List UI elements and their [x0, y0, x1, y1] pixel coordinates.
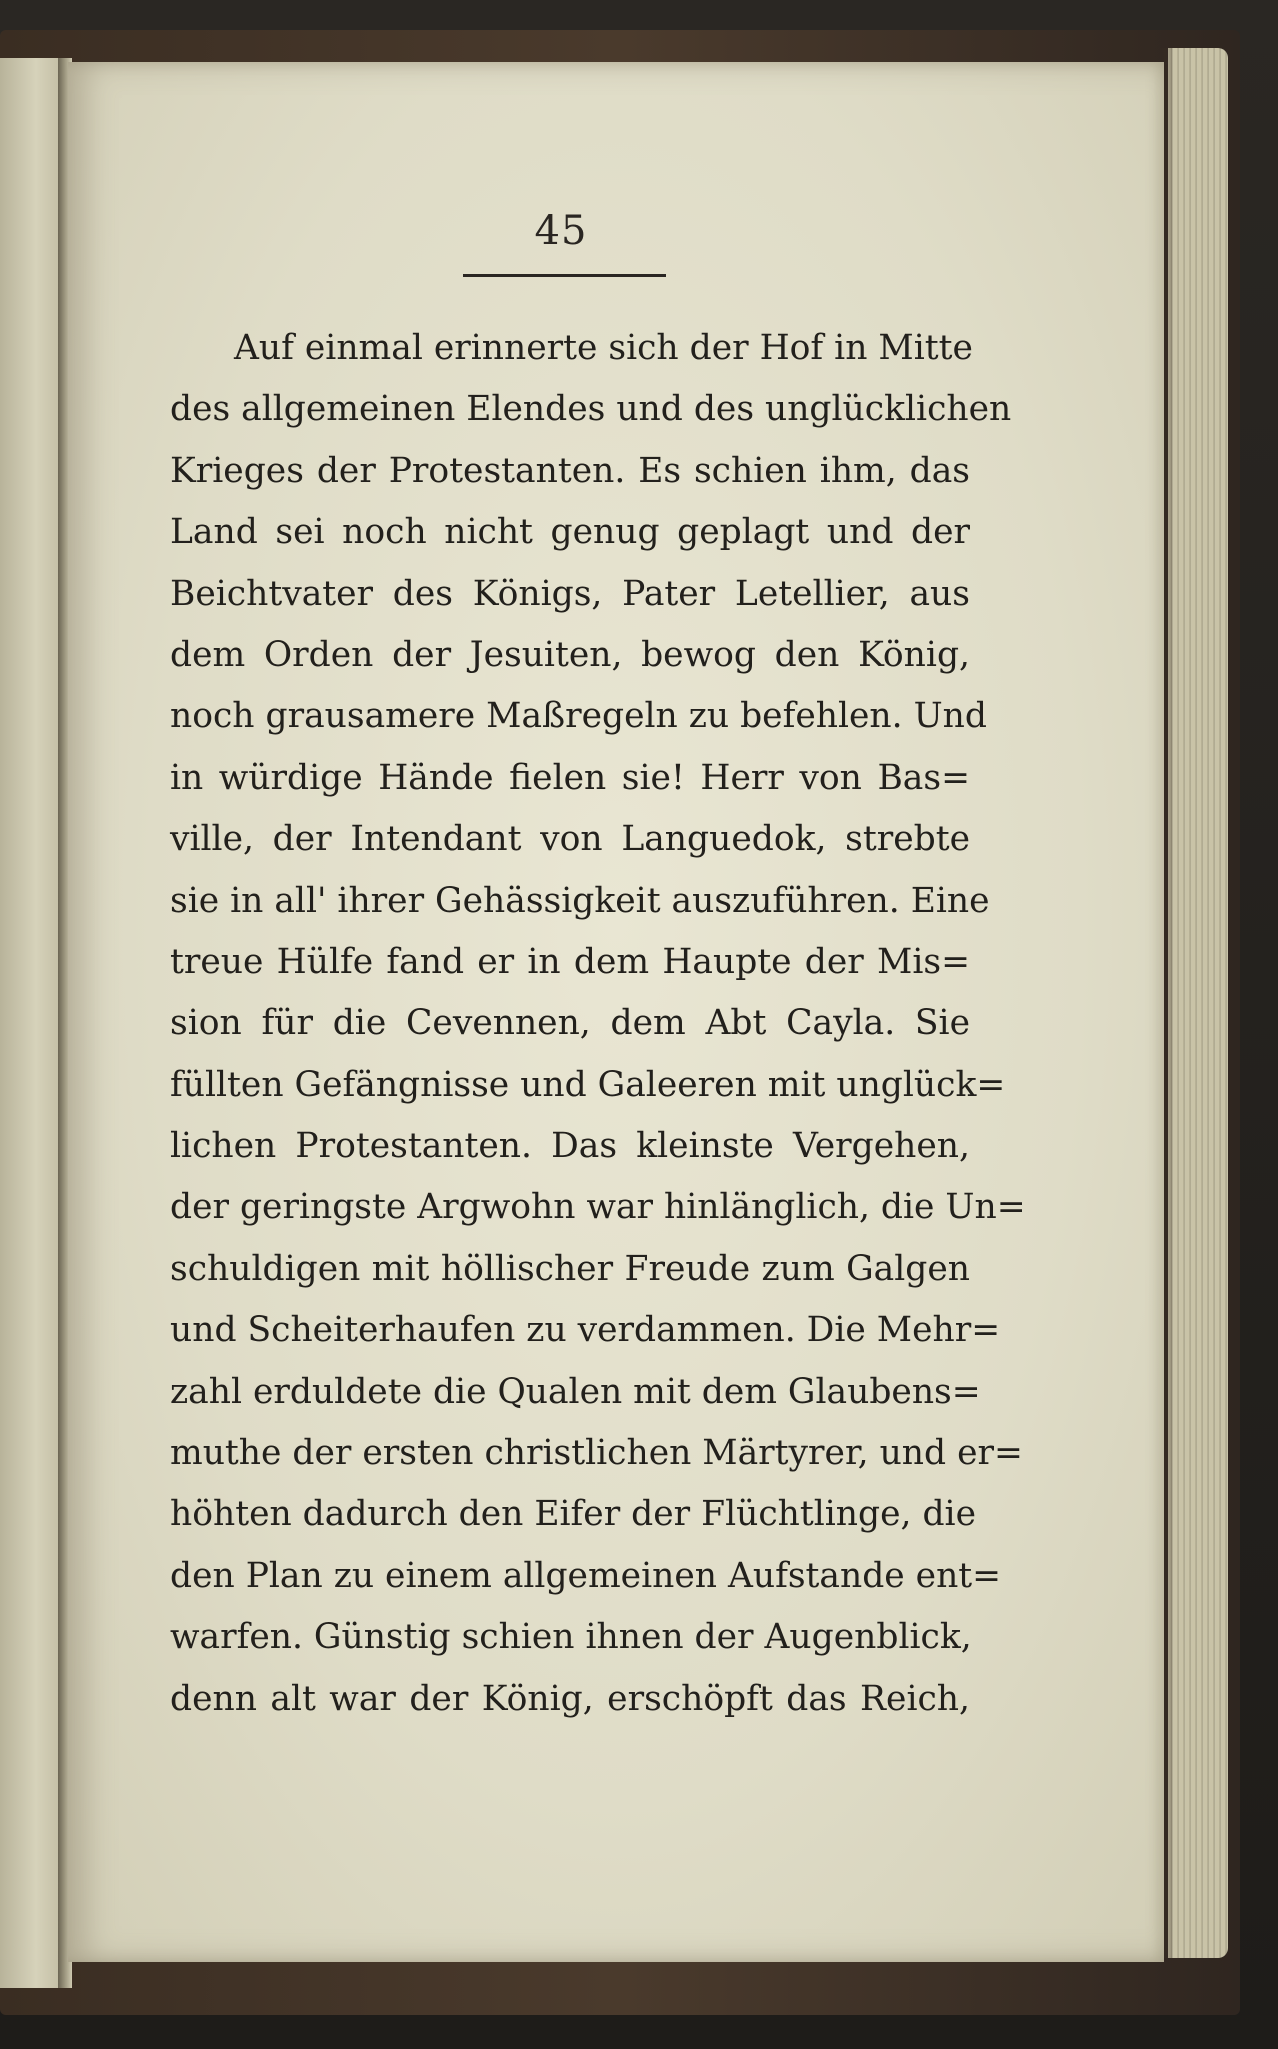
text-line: muthe der ersten christlichen Märtyrer, und er=: [170, 1433, 1023, 1474]
page-stack-fore-edge: [1168, 48, 1228, 1958]
left-facing-page-edge: [0, 58, 62, 1988]
text-line: sion für die Cevennen, dem Abt Cayla. Sie: [170, 1003, 970, 1044]
page-number: 45: [534, 208, 588, 254]
text-line: in würdige Hände fielen sie! Herr von Bas=: [170, 757, 970, 798]
text-line: zahl erduldete die Qualen mit dem Glaubens=: [170, 1371, 981, 1412]
text-line: treue Hülfe fand er in dem Haupte der Mis=: [170, 941, 970, 982]
text-line: des allgemeinen Elendes und des unglücklichen: [170, 389, 1012, 430]
text-line: schuldigen mit höllischer Freude zum Galgen: [170, 1248, 970, 1289]
text-line: sie in all' ihrer Gehässigkeit auszuführen. Eine: [170, 880, 990, 921]
text-line: Krieges der Protestanten. Es schien ihm, das: [170, 450, 970, 491]
header-rule: [463, 274, 666, 277]
text-line: Land sei noch nicht genug geplagt und der: [170, 512, 970, 553]
text-line: denn alt war der König, erschöpft das Reich,: [170, 1678, 970, 1719]
page-body-text: [170, 318, 1026, 1730]
text-line: noch grausamere Maßregeln zu befehlen. Und: [170, 696, 987, 737]
text-line: warfen. Günstig schien ihnen der Augenblick,: [170, 1617, 972, 1658]
text-line: lichen Protestanten. Das kleinste Vergehen,: [170, 1126, 970, 1167]
text-line: ville, der Intendant von Languedok, strebte: [170, 819, 970, 860]
text-line: dem Orden der Jesuiten, bewog den König,: [170, 634, 970, 675]
text-line: den Plan zu einem allgemeinen Aufstande ent=: [170, 1555, 1002, 1596]
text-line: der geringste Argwohn war hinlänglich, die Un=: [170, 1187, 1026, 1228]
text-line: höhten dadurch den Eifer der Flüchtlinge, die: [170, 1494, 976, 1535]
text-line: Beichtvater des Königs, Pater Letellier, aus: [170, 573, 970, 614]
text-line: füllten Gefängnisse und Galeeren mit unglück=: [170, 1064, 1006, 1105]
text-line: und Scheiterhaufen zu verdammen. Die Mehr=: [170, 1310, 1001, 1351]
text-line: Auf einmal erinnerte sich der Hof in Mitte: [234, 328, 973, 368]
